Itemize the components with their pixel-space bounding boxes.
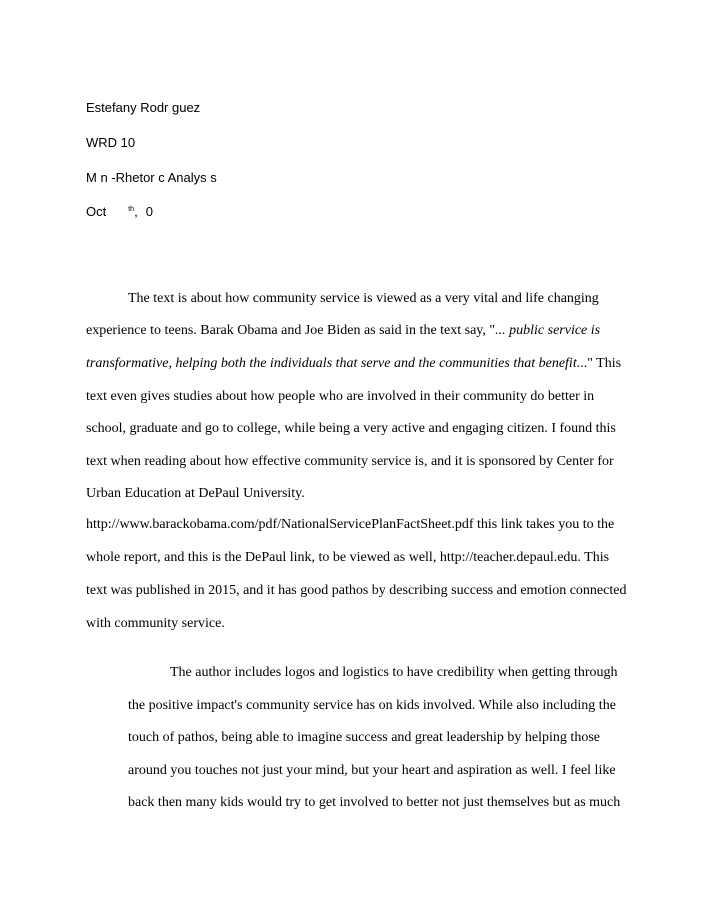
author-name: Estefany Rodr guez xyxy=(86,100,201,115)
paragraph-2-line-1: The author includes logos and logistics to have credibility when getting through xyxy=(170,665,618,680)
paragraph-2-line-2: the positive impact's community service has on kids involved. While also including the xyxy=(128,698,616,713)
date-comma: , xyxy=(134,204,138,219)
paragraph-1-line-7: Urban Education at DePaul University. xyxy=(86,486,305,501)
date-line xyxy=(86,204,153,219)
paragraph-1-line-8: http://www.barackobama.com/pdf/NationalServicePlanFactSheet.pdf this link takes you to the xyxy=(86,517,615,532)
date-year: 0 xyxy=(145,204,153,219)
paragraph-1-line-5: school, graduate and go to college, while being a very active and engaging citizen. I found this xyxy=(86,421,616,436)
paragraph-2-line-4: around you touches not just your mind, but your heart and aspiration as well. I feel like xyxy=(128,763,616,778)
paragraph-1-line-3-plain: ..." This xyxy=(576,356,622,371)
paragraph-1-line-6: text when reading about how effective community service is, and it is sponsored by Center for xyxy=(86,454,614,469)
paragraph-1-line-2 xyxy=(86,323,600,339)
paragraph-1-line-9: whole report, and this is the DePaul link, to be viewed as well, http://teacher.depaul.edu. This xyxy=(86,550,610,565)
paragraph-2-line-5: back then many kids would try to get involved to better not just themselves but as much xyxy=(128,795,621,810)
paragraph-1-line-2-italic: ... public service is xyxy=(495,323,601,338)
paragraph-1-line-1: The text is about how community service is viewed as a very vital and life changing xyxy=(128,291,599,306)
paragraph-1-line-4: text even gives studies about how people who are involved in their community do better in xyxy=(86,389,595,404)
paragraph-1-line-2-plain: experience to teens. Barak Obama and Joe Biden as said in the text say, " xyxy=(86,323,496,338)
paragraph-1-line-11: with community service. xyxy=(86,616,225,631)
date-month: Oct xyxy=(86,204,107,219)
paragraph-1-line-10: text was published in 2015, and it has good pathos by describing success and emotion connected xyxy=(86,583,627,598)
course-name: WRD 10 xyxy=(86,135,136,150)
paragraph-1-line-3-italic: transformative, helping both the individuals that serve and the communities that benefit xyxy=(86,356,577,371)
assignment-title: M n -Rhetor c Analys s xyxy=(86,170,217,185)
date-suffix: th xyxy=(128,206,135,213)
paragraph-2-line-3: touch of pathos, being able to imagine success and great leadership by helping those xyxy=(128,730,600,745)
paragraph-1-line-3 xyxy=(86,356,621,372)
